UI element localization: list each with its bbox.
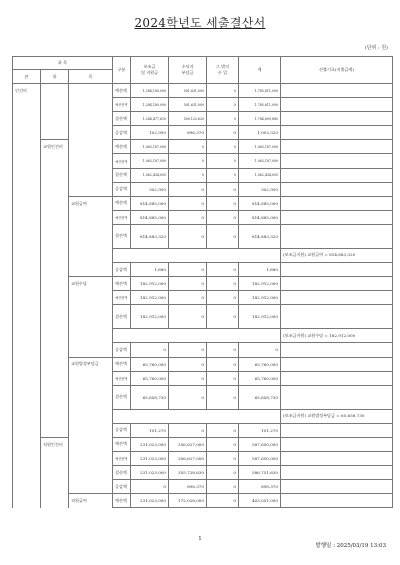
calculation-basis: (보조금지원) 교원법정부담금 = 65,658,730 [281, 409, 393, 423]
row-type: 결산액 [113, 385, 131, 409]
row-type: 예산현액 [113, 291, 131, 305]
other-income-value: 0 [207, 451, 239, 465]
note-cell [281, 154, 393, 168]
subsidy-value: 231,023,000 [131, 466, 169, 480]
note-cell [281, 385, 393, 409]
beneficiary-value: 0 [169, 263, 207, 277]
other-income-value: 0 [207, 277, 239, 291]
table-row [13, 291, 393, 305]
beneficiary-value: 501,631,000 [169, 84, 207, 98]
category-label: 직원급여 [69, 494, 113, 508]
category-cell [41, 154, 69, 168]
beneficiary-value: 0 [169, 196, 207, 210]
table-row [13, 98, 393, 112]
row-type: 결산액 [113, 466, 131, 480]
note-cell [281, 371, 393, 385]
beneficiary-value: 0 [169, 371, 207, 385]
issued-date: 발행일 : 2025/03/19 13:03 [315, 543, 386, 549]
other-income-value: 0 [207, 480, 239, 494]
category-cell [41, 343, 69, 357]
subsidy-value: 65,658,730 [131, 385, 169, 409]
category-cell [41, 466, 69, 480]
total-value: 898,370 [239, 480, 281, 494]
category-cell [41, 409, 69, 423]
subsidy-value: 182,912,000 [131, 291, 169, 305]
table-body [13, 84, 393, 508]
blank-cell [113, 329, 281, 343]
row-type: 결산액 [113, 112, 131, 126]
beneficiary-value: 500,132,620 [169, 112, 207, 126]
table-row [13, 126, 393, 140]
total-value: 586,751,630 [239, 466, 281, 480]
subsidy-value: 0 [131, 343, 169, 357]
category-cell [13, 248, 41, 262]
total-value: 302,950 [239, 182, 281, 196]
table-row [13, 423, 393, 437]
category-cell [41, 329, 69, 343]
category-cell [41, 168, 69, 182]
total-value: 1,785,611,000 [239, 84, 281, 98]
beneficiary-value: 0 [169, 305, 207, 329]
total-value: 1,785,611,000 [239, 98, 281, 112]
category-cell [13, 305, 41, 329]
table-row [13, 385, 393, 409]
row-type: 증감액 [113, 343, 131, 357]
table-row [13, 409, 393, 423]
total-value: 1,062,434,050 [239, 168, 281, 182]
other-income-value: 0 [207, 305, 239, 329]
category-cell [69, 112, 113, 126]
table-row [13, 224, 393, 248]
category-cell [41, 248, 69, 262]
row-type: 증감액 [113, 182, 131, 196]
category-cell [41, 210, 69, 224]
beneficiary-value: 896,370 [169, 126, 207, 140]
category-cell [69, 385, 113, 409]
note-cell [281, 343, 393, 357]
beneficiary-value: 356,627,000 [169, 437, 207, 451]
note-cell [281, 494, 393, 508]
row-type: 예산현액 [113, 451, 131, 465]
category-cell [13, 263, 41, 277]
subsidy-value: 1,063,187,000 [131, 140, 169, 154]
row-type: 예산액 [113, 196, 131, 210]
other-income-value: 0 [207, 437, 239, 451]
category-cell [69, 140, 113, 154]
subsidy-value: 231,023,000 [131, 451, 169, 465]
category-cell [41, 196, 69, 210]
other-income-value: 0 [207, 343, 239, 357]
beneficiary-value: 0 [169, 291, 207, 305]
note-cell [281, 423, 393, 437]
beneficiary-value: 356,627,000 [169, 451, 207, 465]
note-cell [281, 291, 393, 305]
category-cell [13, 437, 41, 451]
note-cell [281, 466, 393, 480]
beneficiary-value: 0 [169, 423, 207, 437]
note-cell [281, 84, 393, 98]
category-label: 인건비 [13, 84, 41, 98]
note-cell [281, 196, 393, 210]
category-cell [69, 84, 113, 98]
other-income-value: 0 [207, 371, 239, 385]
table-row [13, 84, 393, 98]
total-value: 65,760,000 [239, 357, 281, 371]
note-cell [281, 140, 393, 154]
row-type: 예산현액 [113, 210, 131, 224]
category-cell [13, 196, 41, 210]
category-cell [13, 168, 41, 182]
row-type: 예산액 [113, 357, 131, 371]
category-cell [69, 371, 113, 385]
row-type: 결산액 [113, 305, 131, 329]
category-cell [13, 140, 41, 154]
calculation-basis: (보조금지원) 교원수당 = 182,912,000 [281, 329, 393, 343]
category-cell [13, 126, 41, 140]
total-value: 101,270 [239, 423, 281, 437]
beneficiary-value: 0 [169, 168, 207, 182]
total-value: 587,650,000 [239, 451, 281, 465]
beneficiary-value: 0 [169, 154, 207, 168]
other-income-value: 0 [207, 140, 239, 154]
category-cell [13, 423, 41, 437]
category-cell [13, 224, 41, 248]
other-income-value: 0 [207, 126, 239, 140]
beneficiary-value: 355,728,630 [169, 466, 207, 480]
total-value: 1,063,187,000 [239, 140, 281, 154]
category-cell [69, 451, 113, 465]
table-row [13, 343, 393, 357]
category-cell [69, 98, 113, 112]
category-label: 교원수당 [69, 277, 113, 291]
total-value: 1,680 [239, 263, 281, 277]
category-cell [69, 423, 113, 437]
table-row [13, 263, 393, 277]
subsidy-value: 231,023,000 [131, 494, 169, 508]
header-hang: 항 [41, 70, 69, 84]
table-row [13, 168, 393, 182]
note-cell [281, 480, 393, 494]
other-income-value: 0 [207, 357, 239, 371]
category-cell [13, 494, 41, 508]
row-type: 예산액 [113, 277, 131, 291]
subsidy-value: 0 [131, 480, 169, 494]
category-cell [69, 263, 113, 277]
category-cell [13, 210, 41, 224]
table-row [13, 371, 393, 385]
category-cell [13, 98, 41, 112]
total-value: 1,003,320 [239, 126, 281, 140]
category-cell [41, 277, 69, 291]
note-cell [281, 451, 393, 465]
other-income-value: 0 [207, 494, 239, 508]
table-row [13, 305, 393, 329]
category-cell [13, 329, 41, 343]
table-row [13, 154, 393, 168]
table-row [13, 182, 393, 196]
note-cell [281, 263, 393, 277]
table-row [13, 357, 393, 371]
subsidy-value: 1,284,180,000 [131, 84, 169, 98]
other-income-value: 0 [207, 196, 239, 210]
category-cell [13, 154, 41, 168]
beneficiary-value: 0 [169, 357, 207, 371]
category-cell [69, 343, 113, 357]
category-cell [13, 385, 41, 409]
category-cell [41, 451, 69, 465]
category-cell [13, 182, 41, 196]
row-type: 증감액 [113, 480, 131, 494]
other-income-value: 0 [207, 263, 239, 277]
table-row [13, 210, 393, 224]
category-cell [69, 466, 113, 480]
row-type: 결산액 [113, 224, 131, 248]
total-value: 814,885,000 [239, 196, 281, 210]
category-cell [41, 305, 69, 329]
subsidy-value: 102,950 [131, 126, 169, 140]
category-label: 교원급여 [69, 196, 113, 210]
calculation-basis: (보조금지원) 교원급여 = 814,883,320 [281, 248, 393, 262]
beneficiary-value: 0 [169, 210, 207, 224]
note-cell [281, 98, 393, 112]
note-cell [281, 357, 393, 371]
expenditure-settlement-table [12, 56, 393, 508]
table-row [13, 494, 393, 508]
category-cell [13, 343, 41, 357]
category-cell [13, 409, 41, 423]
category-cell [69, 305, 113, 329]
row-type: 증감액 [113, 263, 131, 277]
blank-cell [113, 409, 281, 423]
category-cell [13, 112, 41, 126]
category-cell [41, 480, 69, 494]
note-cell [281, 168, 393, 182]
beneficiary-value: 898,370 [169, 480, 207, 494]
total-value: 1,063,187,000 [239, 154, 281, 168]
category-label: 교원인건비 [41, 140, 69, 154]
other-income-value: 0 [207, 98, 239, 112]
table-row [13, 437, 393, 451]
table-row [13, 248, 393, 262]
unit-label: (단위 : 원) [364, 45, 388, 51]
beneficiary-value: 172,028,000 [169, 494, 207, 508]
other-income-value: 0 [207, 112, 239, 126]
category-cell [13, 480, 41, 494]
category-cell [69, 291, 113, 305]
other-income-value: 0 [207, 84, 239, 98]
total-value: 182,912,000 [239, 305, 281, 329]
category-cell [41, 423, 69, 437]
category-cell [41, 385, 69, 409]
total-value: 1,784,609,880 [239, 112, 281, 126]
subsidy-value: 182,912,000 [131, 277, 169, 291]
table-row [13, 451, 393, 465]
category-cell [41, 126, 69, 140]
other-income-value: 0 [207, 291, 239, 305]
total-value: 182,912,000 [239, 277, 281, 291]
other-income-value: 0 [207, 466, 239, 480]
other-income-value: 0 [207, 224, 239, 248]
category-label: 직원인건비 [41, 437, 69, 451]
beneficiary-value: 0 [169, 182, 207, 196]
header-gubun: 구분 [113, 57, 131, 84]
category-cell [69, 154, 113, 168]
category-cell [69, 210, 113, 224]
row-type: 결산액 [113, 168, 131, 182]
category-cell [69, 168, 113, 182]
subsidy-value: 1,062,434,050 [131, 168, 169, 182]
note-cell [281, 112, 393, 126]
header-gwan: 관 [13, 70, 41, 84]
category-cell [41, 291, 69, 305]
subsidy-value: 1,063,187,000 [131, 154, 169, 168]
row-type: 예산액 [113, 437, 131, 451]
other-income-value: 0 [207, 210, 239, 224]
category-cell [69, 182, 113, 196]
category-cell [69, 480, 113, 494]
header-bojo: 보조금 및 지원금 [131, 57, 169, 84]
header-gita: 그 밖의 수 입 [207, 57, 239, 84]
beneficiary-value: 0 [169, 224, 207, 248]
subsidy-value: 65,760,000 [131, 371, 169, 385]
row-type: 예산액 [113, 494, 131, 508]
total-value: 65,658,730 [239, 385, 281, 409]
subsidy-value: 814,883,320 [131, 224, 169, 248]
row-type: 예산액 [113, 84, 131, 98]
table-row [13, 196, 393, 210]
category-cell [41, 224, 69, 248]
category-cell [41, 98, 69, 112]
category-cell [41, 84, 69, 98]
note-cell [281, 277, 393, 291]
category-cell [13, 291, 41, 305]
note-cell [281, 224, 393, 248]
document-title: 2024학년도 세출결산서 [134, 16, 266, 30]
header-gwamok: 과 목 [13, 57, 113, 70]
category-cell [69, 248, 113, 262]
category-cell [13, 371, 41, 385]
note-cell [281, 437, 393, 451]
category-cell [69, 224, 113, 248]
note-cell [281, 210, 393, 224]
other-income-value: 0 [207, 385, 239, 409]
row-type: 증감액 [113, 126, 131, 140]
other-income-value: 0 [207, 168, 239, 182]
beneficiary-value: 501,631,000 [169, 98, 207, 112]
category-cell [13, 466, 41, 480]
subsidy-value: 231,023,000 [131, 437, 169, 451]
row-type: 예산현액 [113, 154, 131, 168]
subsidy-value: 182,912,000 [131, 305, 169, 329]
category-cell [41, 263, 69, 277]
beneficiary-value: 0 [169, 343, 207, 357]
total-value: 65,760,000 [239, 371, 281, 385]
beneficiary-value: 0 [169, 385, 207, 409]
other-income-value: 0 [207, 182, 239, 196]
subsidy-value: 814,885,000 [131, 210, 169, 224]
row-type: 증감액 [113, 423, 131, 437]
header-suik: 수익자 부담금 [169, 57, 207, 84]
row-type: 예산현액 [113, 371, 131, 385]
header-note: 산출기초(지출금액) [281, 57, 393, 84]
page-number: 1 [198, 536, 202, 542]
note-cell [281, 126, 393, 140]
category-label: 교원법정부담금 [69, 357, 113, 371]
table-row [13, 466, 393, 480]
total-value: 403,051,000 [239, 494, 281, 508]
category-cell [13, 357, 41, 371]
category-cell [69, 409, 113, 423]
table-row [13, 480, 393, 494]
category-cell [41, 357, 69, 371]
subsidy-value: 65,760,000 [131, 357, 169, 371]
blank-cell [113, 248, 281, 262]
subsidy-value: 814,885,000 [131, 196, 169, 210]
note-cell [281, 305, 393, 329]
header-mok: 목 [69, 70, 113, 84]
category-cell [41, 112, 69, 126]
table-row [13, 112, 393, 126]
beneficiary-value: 0 [169, 140, 207, 154]
total-value: 587,650,000 [239, 437, 281, 451]
category-cell [69, 437, 113, 451]
row-type: 예산액 [113, 140, 131, 154]
total-value: 814,883,320 [239, 224, 281, 248]
row-type: 예산현액 [113, 98, 131, 112]
other-income-value: 0 [207, 154, 239, 168]
header-total: 계 [239, 57, 281, 84]
category-cell [41, 494, 69, 508]
table-row [13, 140, 393, 154]
category-cell [13, 451, 41, 465]
category-cell [13, 277, 41, 291]
category-cell [41, 371, 69, 385]
total-value: 0 [239, 343, 281, 357]
category-cell [41, 182, 69, 196]
total-value: 814,885,000 [239, 210, 281, 224]
subsidy-value: 1,284,477,610 [131, 112, 169, 126]
other-income-value: 0 [207, 423, 239, 437]
subsidy-value: 302,950 [131, 182, 169, 196]
category-cell [69, 126, 113, 140]
table-row [13, 277, 393, 291]
subsidy-value: 101,270 [131, 423, 169, 437]
table-row [13, 329, 393, 343]
beneficiary-value: 0 [169, 277, 207, 291]
total-value: 182,912,000 [239, 291, 281, 305]
category-cell [69, 329, 113, 343]
note-cell [281, 182, 393, 196]
subsidy-value: 1,680 [131, 263, 169, 277]
subsidy-value: 1,284,180,000 [131, 98, 169, 112]
